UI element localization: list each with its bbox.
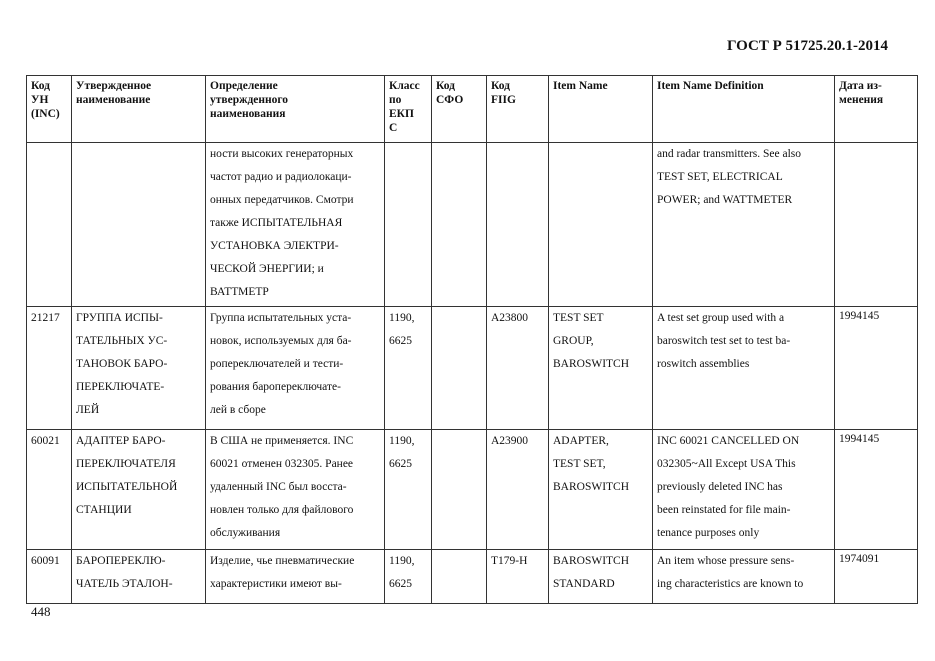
cell-approved-name [72,307,206,430]
column-header-line: Дата из- [839,80,882,92]
cell-text-line: СТАНЦИИ [76,504,132,516]
cell-approved-name [72,143,206,307]
column-header-line: Item Name [553,80,608,92]
cell-text-line: УСТАНОВКА ЭЛЕКТРИ- [210,240,339,252]
cell-text-line: 60091 [31,555,60,567]
column-header-line: СФО [436,94,464,106]
cell-text-line: A23800 [491,312,529,324]
cell-text-line: В США не применяется. INC [210,435,354,447]
cell-item-name-definition [653,430,835,550]
cell-text-line: 1974091 [839,553,880,565]
column-header-fiig-code [487,76,549,143]
cell-inc [27,143,72,307]
cell-item-name [549,430,653,550]
column-header-line: ЕКП [389,108,414,120]
cell-text-line: roswitch assemblies [657,358,750,370]
cell-text-line: POWER; and WATTMETER [657,194,793,206]
cell-class [385,143,432,307]
cell-text-line: рования баропереключате- [210,381,341,393]
cell-text-line: 6625 [389,458,412,470]
cell-change-date [835,550,918,604]
cell-text-line: ПЕРЕКЛЮЧАТЕ- [76,381,165,393]
cell-text-line: BAROSWITCH [553,481,630,493]
cell-text-line: ПЕРЕКЛЮЧАТЕЛЯ [76,458,176,470]
column-header-definition [206,76,385,143]
cell-item-name [549,143,653,307]
cell-item-name-definition [653,307,835,430]
cell-text-line: также ИСПЫТАТЕЛЬНАЯ [210,217,343,229]
column-header-class [385,76,432,143]
column-header-inc [27,76,72,143]
table-row [27,307,918,430]
table-row [27,143,918,307]
cell-approved-name [72,550,206,604]
cell-text-line: лей в сборе [210,404,266,416]
cell-sfo-code [432,307,487,430]
column-header-sfo-code [432,76,487,143]
cell-fiig-code [487,430,549,550]
cell-text-line: STANDARD [553,578,615,590]
column-header-item-name [549,76,653,143]
cell-text-line: BAROSWITCH [553,555,630,567]
cell-text-line: Группа испытательных уста- [210,312,352,324]
cell-item-name-definition [653,143,835,307]
column-header-line: Класс [389,80,420,92]
cell-text-line: 1190, [389,312,415,324]
cell-approved-name [72,430,206,550]
cell-definition [206,430,385,550]
cell-change-date [835,430,918,550]
cell-class [385,307,432,430]
column-header-line: менения [839,94,884,106]
column-header-line: Код [491,80,511,92]
cell-inc [27,550,72,604]
cell-text-line: INC 60021 CANCELLED ON [657,435,800,447]
cell-definition [206,143,385,307]
catalog-table [26,75,918,604]
cell-fiig-code [487,550,549,604]
cell-item-name [549,307,653,430]
cell-text-line: ВАТТМЕТР [210,286,269,298]
cell-text-line: 032305~All Except USA This [657,458,796,470]
cell-text-line: and radar transmitters. See also [657,148,802,160]
cell-text-line: ТАНОВОК БАРО- [76,358,168,370]
table-header-row [27,76,918,143]
cell-text-line: ТАТЕЛЬНЫХ УС- [76,335,168,347]
cell-text-line: 60021 [31,435,60,447]
cell-text-line: онных передатчиков. Смотри [210,194,354,206]
cell-sfo-code [432,430,487,550]
column-header-change-date [835,76,918,143]
cell-inc [27,430,72,550]
cell-text-line: частот радио и радиолокаци- [210,171,352,183]
cell-text-line: обслуживания [210,527,281,539]
cell-text-line: been reinstated for file main- [657,504,791,516]
cell-definition [206,307,385,430]
cell-text-line: TEST SET [553,312,604,324]
column-header-line: FIIG [491,94,516,106]
cell-text-line: 60021 отменен 032305. Ранее [210,458,354,470]
cell-text-line: удаленный INC был восста- [210,481,347,493]
column-header-line: наименования [210,108,286,120]
document-title: ГОСТ Р 51725.20.1-2014 [726,38,888,54]
cell-text-line: ing characteristics are known to [657,578,804,590]
column-header-line: (INC) [31,108,60,120]
cell-class [385,430,432,550]
column-header-line: Код [436,80,456,92]
column-header-line: Item Name Definition [657,80,764,92]
column-header-line: Определение [210,80,278,92]
cell-text-line: An item whose pressure sens- [657,555,795,567]
cell-sfo-code [432,143,487,307]
table-row [27,550,918,604]
cell-text-line: ЧЕСКОЙ ЭНЕРГИИ; и [210,263,324,275]
cell-text-line: ропереключателей и тести- [210,358,344,370]
cell-text-line: ИСПЫТАТЕЛЬНОЙ [76,481,178,493]
column-header-line: УН [31,94,49,106]
cell-definition [206,550,385,604]
column-header-line: по [389,94,402,106]
column-header-line: Утвержденное [76,80,152,92]
cell-text-line: ADAPTER, [553,435,609,447]
cell-text-line: GROUP, [553,335,594,347]
column-header-line: Код [31,80,51,92]
cell-item-name-definition [653,550,835,604]
cell-change-date [835,143,918,307]
cell-text-line: 6625 [389,578,412,590]
cell-text-line: A23900 [491,435,529,447]
cell-text-line: ГРУППА ИСПЫ- [76,312,163,324]
cell-text-line: 1994145 [839,433,880,445]
cell-text-line: 1994145 [839,310,880,322]
cell-text-line: TEST SET, ELECTRICAL [657,171,783,183]
cell-text-line: previously deleted INC has [657,481,783,493]
page-number: 448 [31,604,51,619]
cell-fiig-code [487,307,549,430]
cell-class [385,550,432,604]
cell-text-line: новлен только для файлового [210,504,354,516]
cell-inc [27,307,72,430]
cell-text-line: baroswitch test set to test ba- [657,335,791,347]
column-header-line: С [389,122,398,134]
cell-text-line: новок, используемых для ба- [210,335,352,347]
cell-text-line: A test set group used with a [657,312,785,324]
cell-text-line: TEST SET, [553,458,606,470]
cell-text-line: ности высоких генераторных [210,148,354,160]
cell-text-line: 1190, [389,435,415,447]
cell-change-date [835,307,918,430]
cell-text-line: ЛЕЙ [76,404,100,416]
cell-text-line: характеристики имеют вы- [210,578,342,590]
cell-sfo-code [432,550,487,604]
table-row [27,430,918,550]
cell-fiig-code [487,143,549,307]
cell-text-line: tenance purposes only [657,527,760,539]
cell-text-line: 1190, [389,555,415,567]
cell-text-line: БАРОПЕРЕКЛЮ- [76,555,166,567]
cell-text-line: 21217 [31,312,60,324]
cell-text-line: ЧАТЕЛЬ ЭТАЛОН- [76,578,173,590]
cell-text-line: BAROSWITCH [553,358,630,370]
cell-text-line: 6625 [389,335,412,347]
column-header-line: наименование [76,94,151,106]
column-header-approved-name [72,76,206,143]
column-header-line: утвержденного [210,94,289,106]
cell-text-line: T179-H [491,555,528,567]
cell-text-line: АДАПТЕР БАРО- [76,435,166,447]
cell-text-line: Изделие, чье пневматические [210,555,355,567]
column-header-item-name-definition [653,76,835,143]
cell-item-name [549,550,653,604]
